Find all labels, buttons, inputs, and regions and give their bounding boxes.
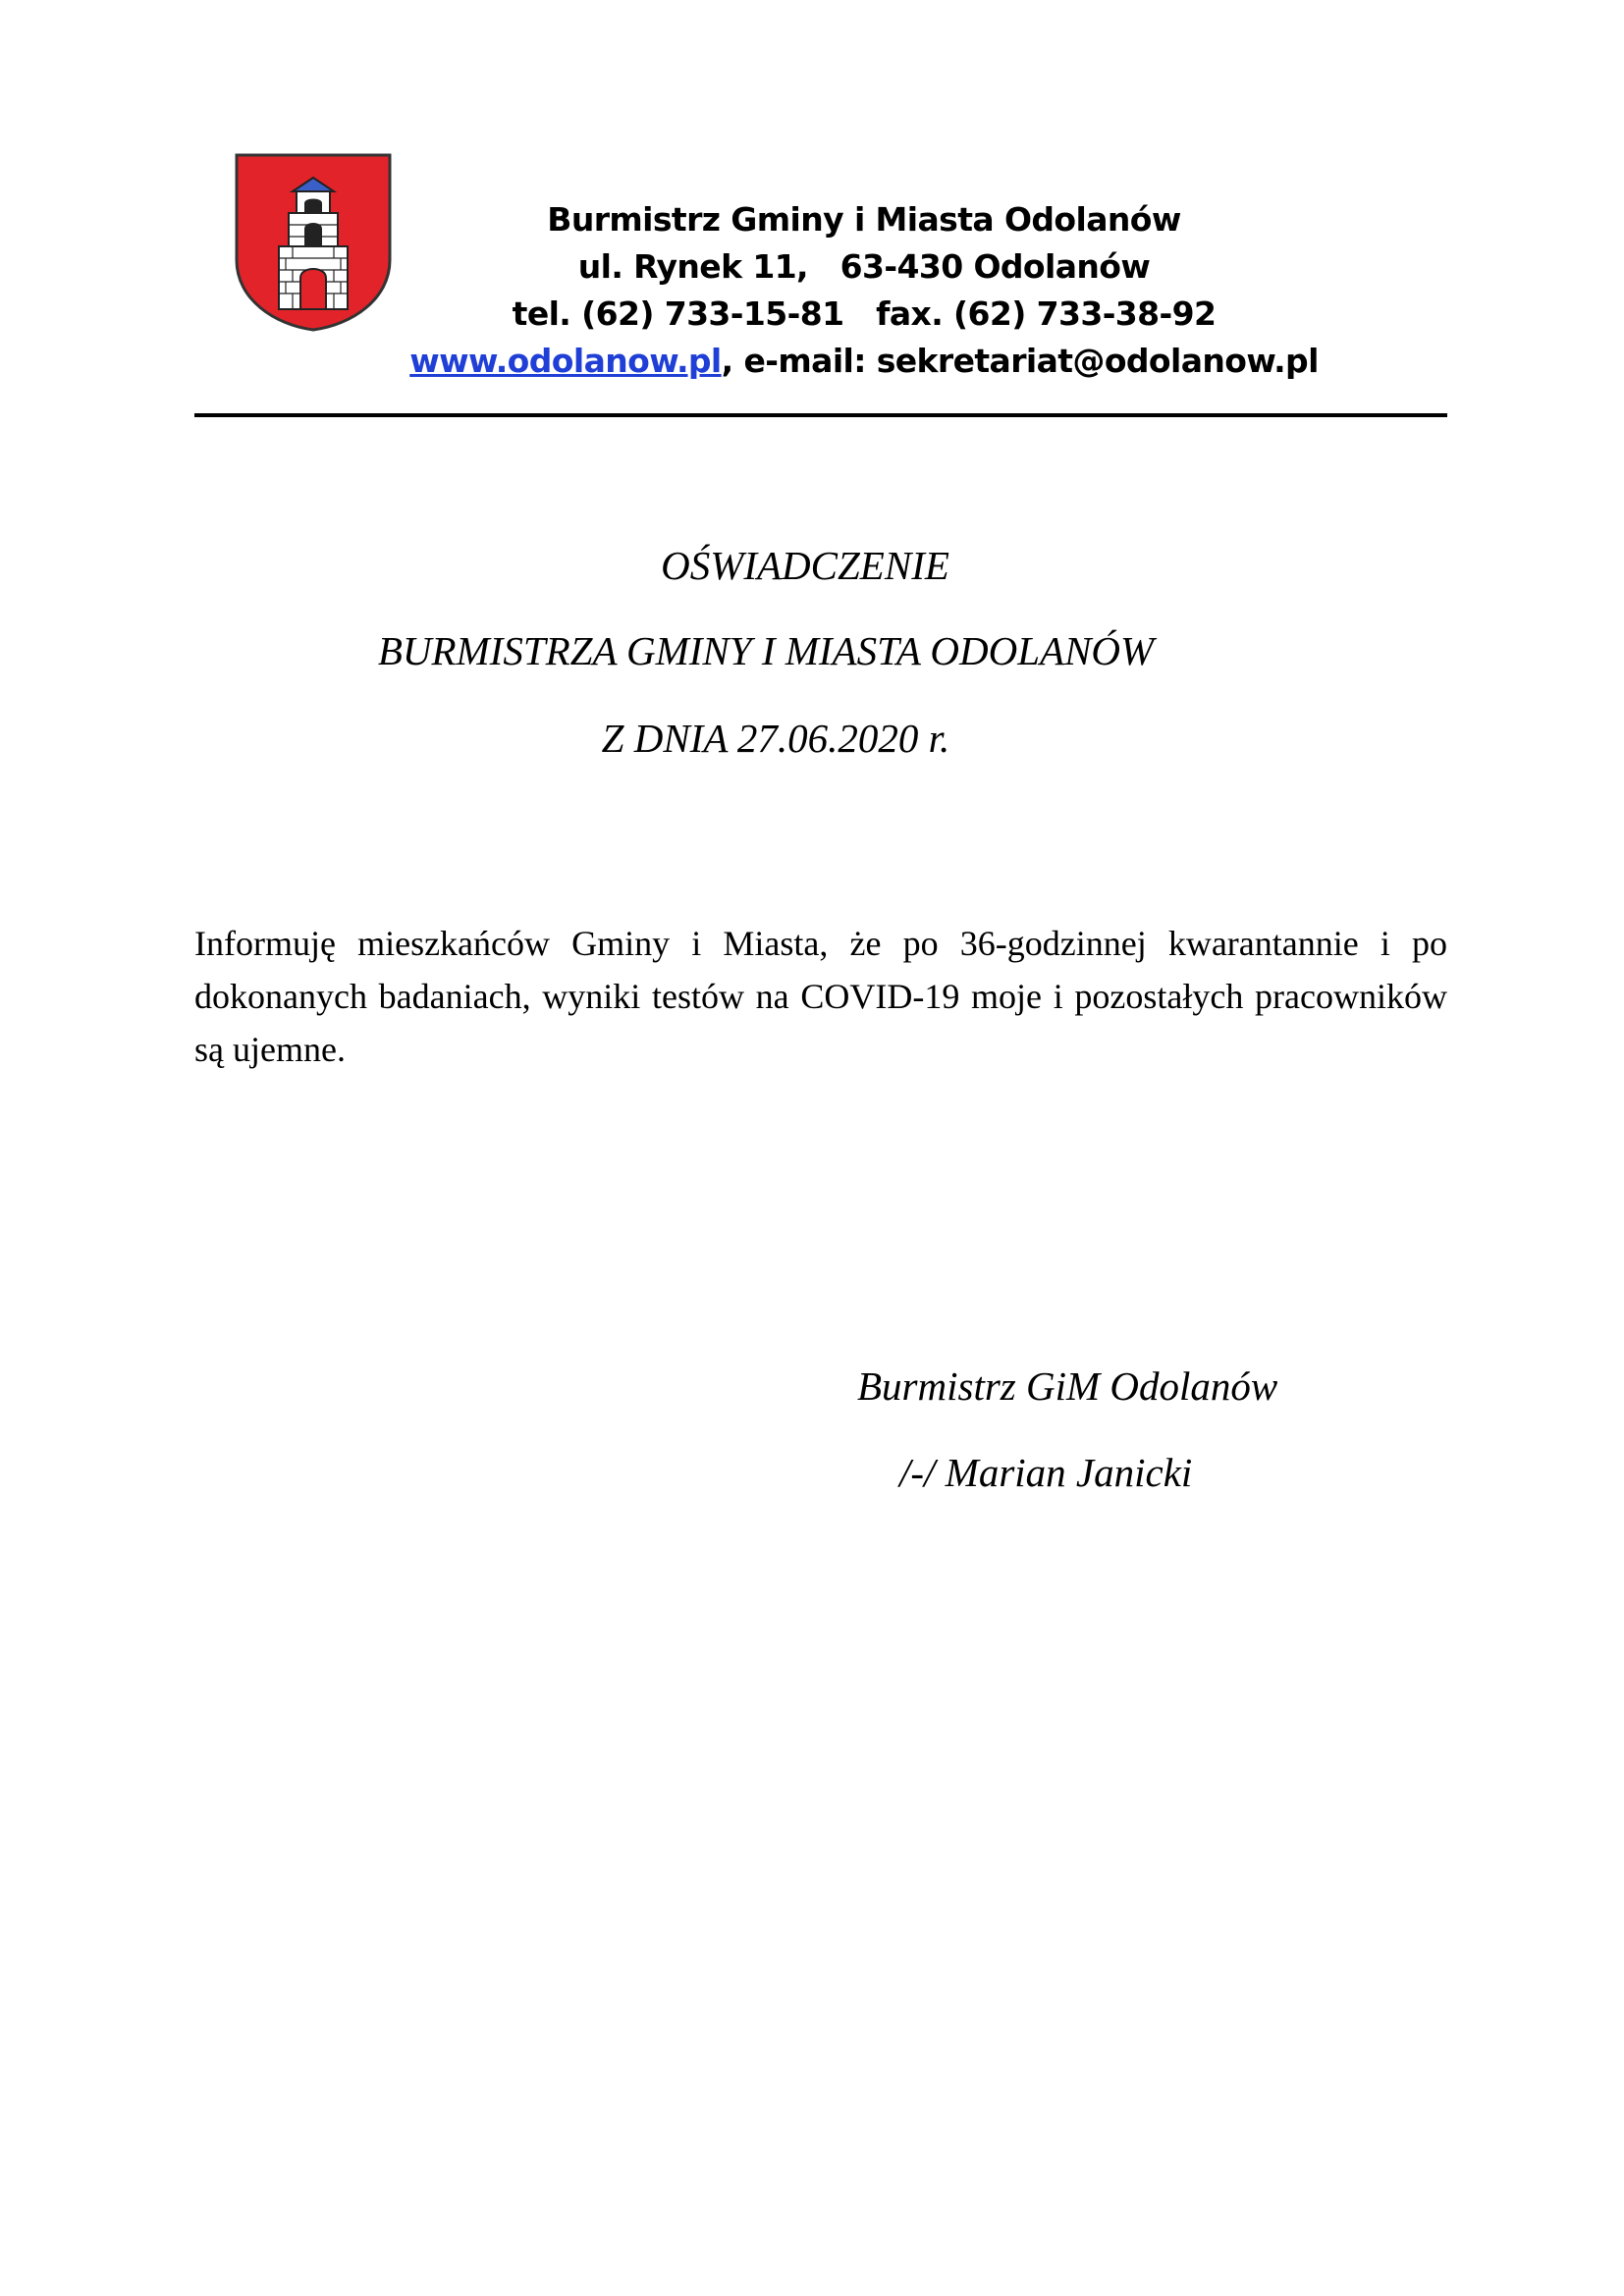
signature-role: Burmistrz GiM Odolanów (857, 1363, 1278, 1409)
header-divider (194, 413, 1447, 417)
document-date: Z DNIA 27.06.2020 r. (601, 716, 950, 761)
document-title: OŚWIADCZENIE (661, 543, 949, 588)
signature-name: /-/ Marian Janicki (899, 1450, 1193, 1495)
office-contact (324, 338, 1404, 385)
statement-paragraph: Informuję mieszkańców Gminy i Miasta, że po 36-godzinnej kwarantannie i po dokonanych badaniach, wyniki testów na COVID-19 moje i pozostałych pracowników są ujemne. (194, 924, 1447, 1069)
office-address: ul. Rynek 11, 63-430 Odolanów (577, 247, 1151, 286)
office-phone-fax: tel. (62) 733-15-81 fax. (62) 733-38-92 (512, 294, 1217, 333)
letterhead (324, 196, 1404, 385)
document-title-issuer: BURMISTRZA GMINY I MIASTA ODOLANÓW (377, 628, 1155, 673)
email-text: , e-mail: sekretariat@odolanow.pl (721, 342, 1319, 380)
office-name: Burmistrz Gminy i Miasta Odolanów (547, 200, 1181, 239)
website-link[interactable]: www.odolanow.pl (409, 342, 722, 380)
